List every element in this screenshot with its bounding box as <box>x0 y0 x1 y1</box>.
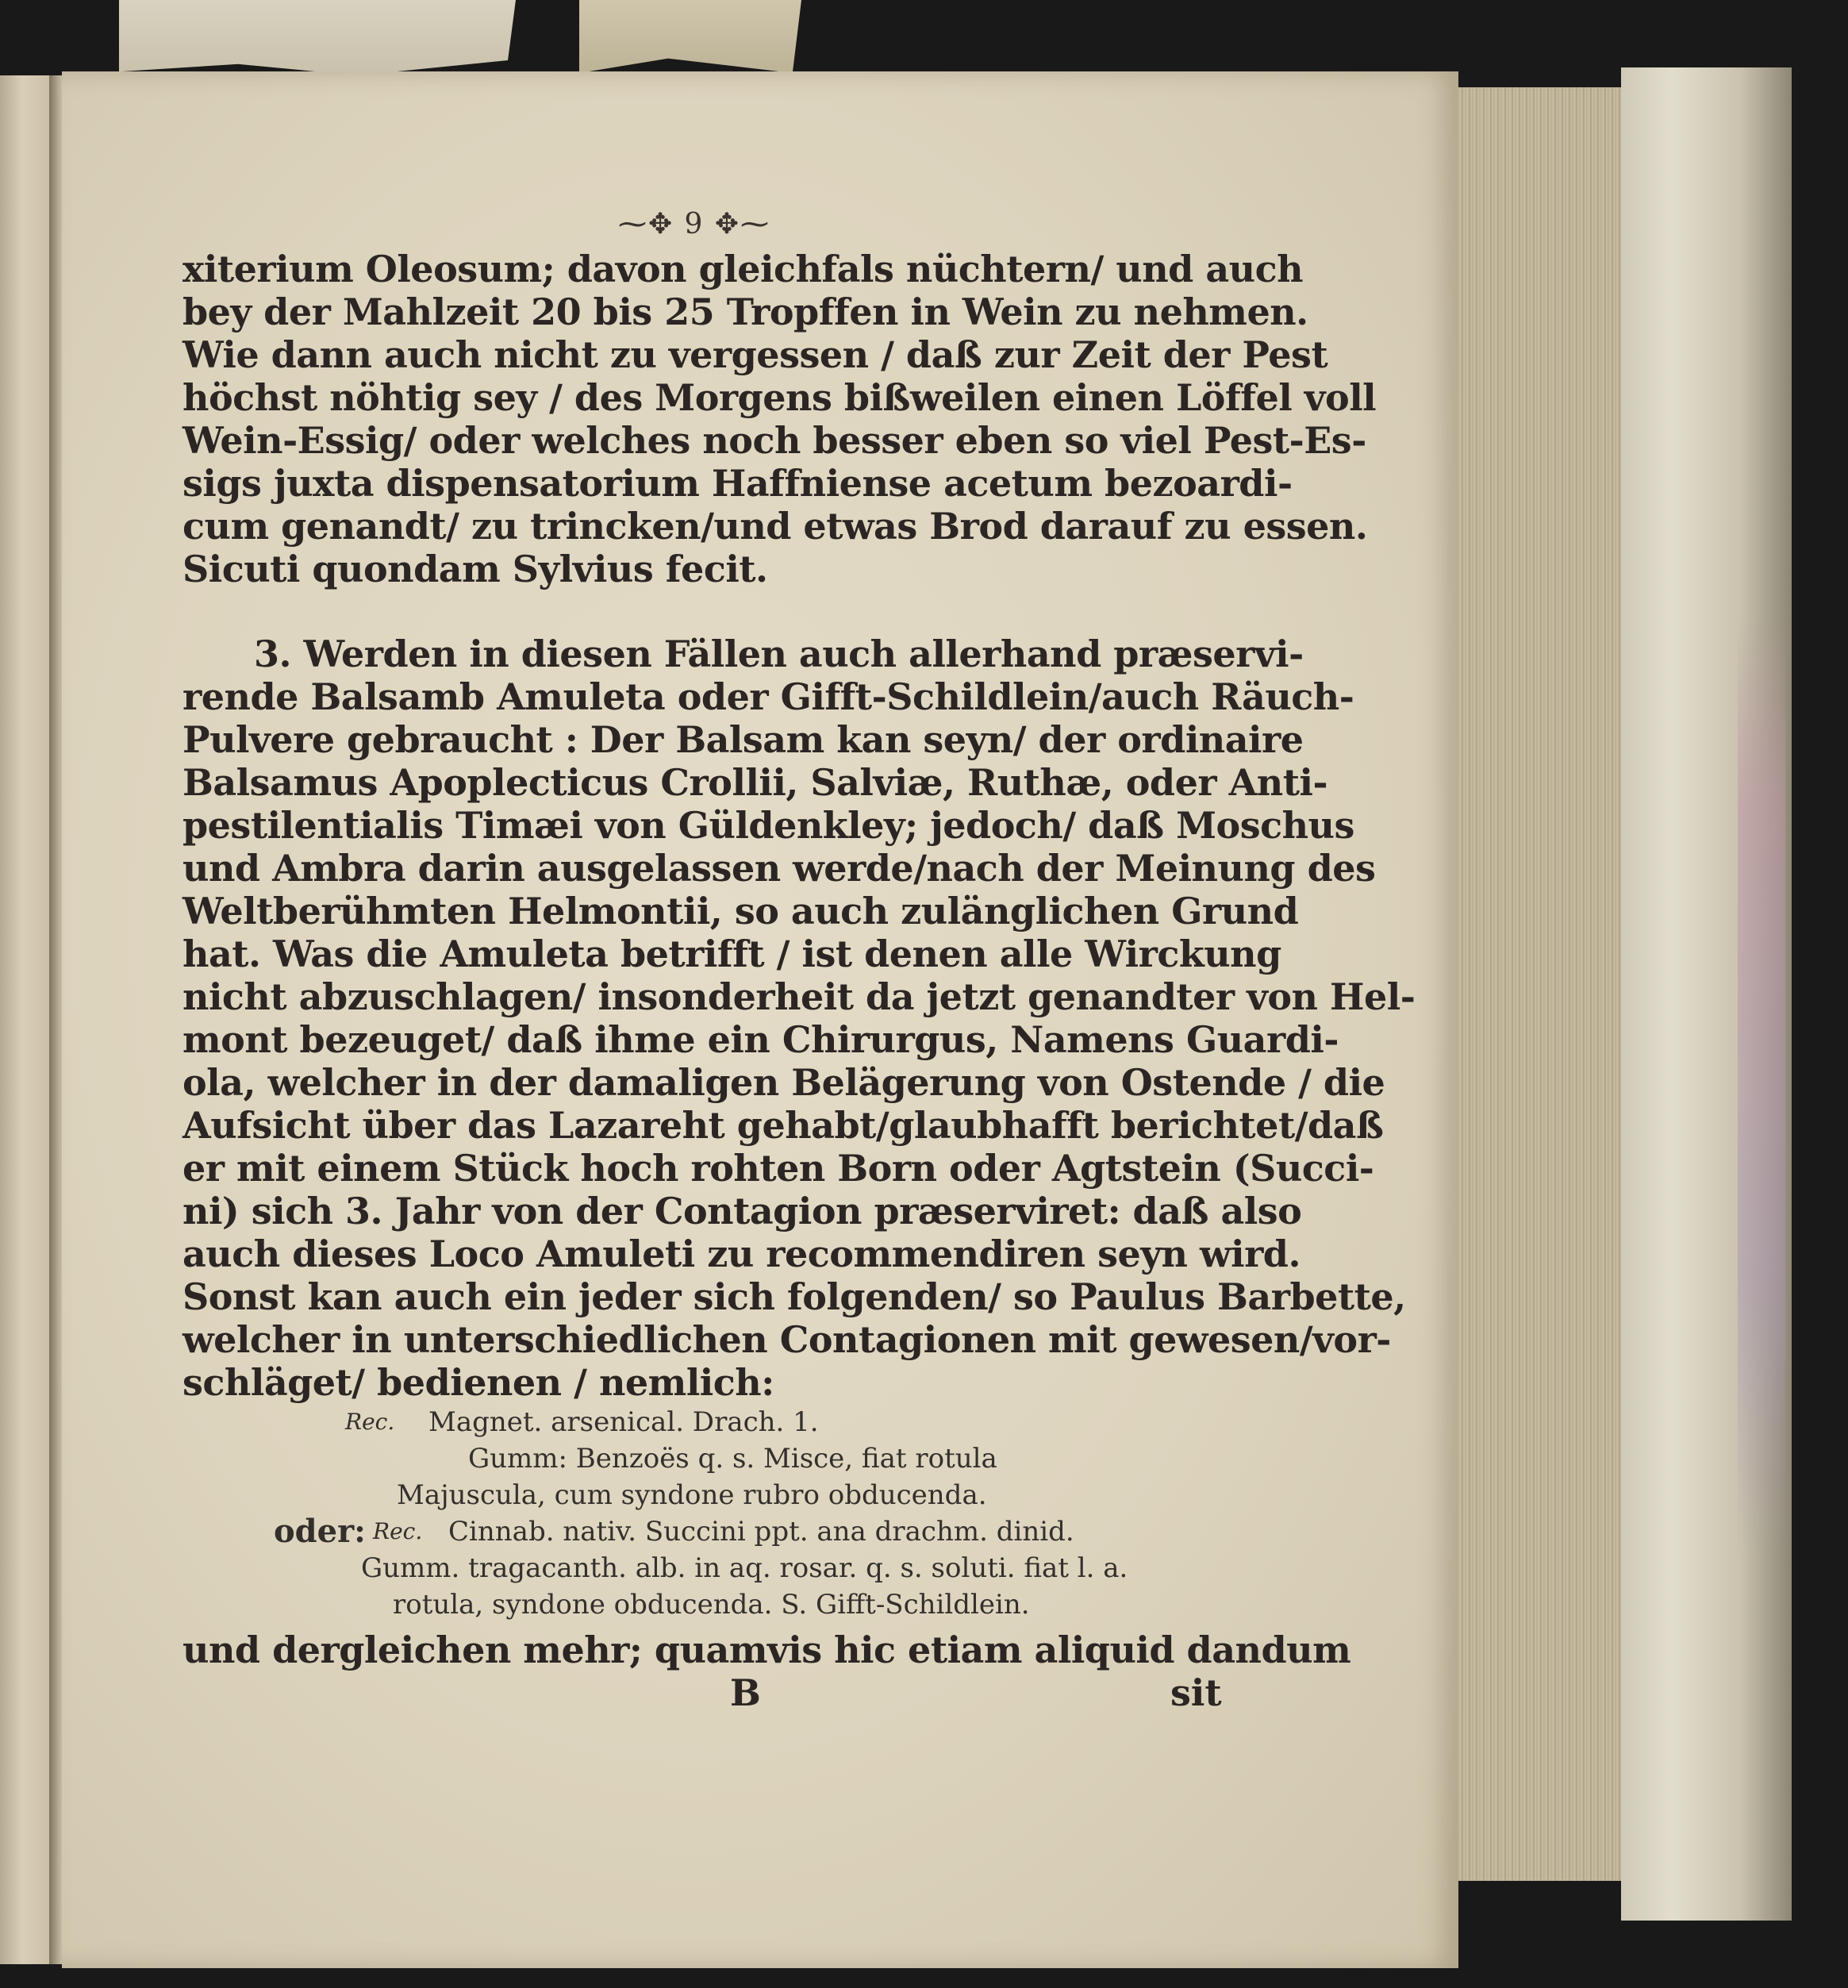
final-line-block <box>182 1628 1351 1714</box>
text-line: hat. Was die Amuleta betrifft / ist denen alle Wirckung <box>182 932 1281 975</box>
text-line: Aufsicht über das Lazareht gehabt/glaubhafft berichtet/daß <box>182 1104 1384 1147</box>
recipe-prefix: Rec. <box>373 1518 423 1544</box>
cover-discoloration <box>1738 619 1785 1555</box>
text-line: cum genandt/ zu trincken/und etwas Brod darauf zu essen. <box>182 505 1368 548</box>
text-line: rende Balsamb Amuleta oder Gifft-Schildlein/auch Räuch- <box>182 675 1354 718</box>
page-block-edges <box>1458 87 1621 1881</box>
text-line: Wie dann auch nicht zu vergessen / daß zur Zeit der Pest <box>182 333 1328 376</box>
text-line: Sicuti quondam Sylvius fecit. <box>182 548 768 590</box>
text-line: ola, welcher in der damaligen Belägerung von Ostende / die <box>182 1061 1385 1104</box>
text-line: auch dieses Loco Amuleti zu recommendiren seyn wird. <box>182 1232 1301 1275</box>
text-line: Weltberühmten Helmontii, so auch zulänglichen Grund <box>182 890 1299 932</box>
recipe-line: Magnet. arsenical. Drach. 1. <box>428 1406 819 1438</box>
paragraph-1 <box>182 248 1377 590</box>
text-line: er mit einem Stück hoch rohten Born oder Agtstein (Succi- <box>182 1147 1374 1190</box>
page-number: ⁓✥ 9 ✥⁓ <box>617 208 771 240</box>
text-line: Pulvere gebraucht : Der Balsam kan seyn/ der ordinaire <box>182 718 1304 761</box>
recipe-line: Gumm: Benzoës q. s. Misce, fiat rotula <box>468 1443 997 1475</box>
text-line: und dergleichen mehr; quamvis hic etiam aliquid dandum <box>182 1628 1351 1671</box>
text-line: bey der Mahlzeit 20 bis 25 Tropffen in Wein zu nehmen. <box>182 290 1308 333</box>
text-line: ni) sich 3. Jahr von der Contagion præserviret: daß also <box>182 1190 1302 1232</box>
text-line: 3. Werden in diesen Fällen auch allerhand præservi- <box>254 633 1304 675</box>
text-line: mont bezeuget/ daß ihme ein Chirurgus, Namens Guardi- <box>182 1018 1339 1061</box>
recipe-line: Cinnab. nativ. Succini ppt. ana drachm. dinid. <box>448 1516 1074 1548</box>
recipe-line: Majuscula, cum syndone rubro obducenda. <box>397 1479 987 1511</box>
text-line: Sonst kan auch ein jeder sich folgenden/ so Paulus Barbette, <box>182 1275 1406 1318</box>
text-line: und Ambra darin ausgelassen werde/nach der Meinung des <box>182 847 1376 890</box>
paragraph-2 <box>182 633 1416 1404</box>
recipe-line: rotula, syndone obducenda. S. Gifft-Schildlein. <box>393 1589 1030 1621</box>
torn-tab-left <box>119 0 516 75</box>
text-line: sigs juxta dispensatorium Haffniense acetum bezoardi- <box>182 462 1293 505</box>
text-line: Balsamus Apoplecticus Crollii, Salviæ, Ruthæ, oder Anti- <box>182 761 1328 804</box>
text-line: schläget/ bedienen / nemlich: <box>182 1361 774 1404</box>
text-line: höchst nöhtig sey / des Morgens bißweilen einen Löffel voll <box>182 376 1377 419</box>
text-line: pestilentialis Timæi von Güldenkley; jedoch/ daß Moschus <box>182 804 1354 847</box>
recipe-line: Gumm. tragacanth. alb. in aq. rosar. q. s. soluti. fiat l. a. <box>361 1552 1128 1584</box>
recipe-oder: oder: <box>274 1513 366 1550</box>
text-line: Wein-Essig/ oder welches noch besser eben so viel Pest-Es- <box>182 419 1366 462</box>
text-line: xiterium Oleosum; davon gleichfals nüchtern/ und auch <box>182 248 1304 290</box>
recipe-prefix: Rec. <box>345 1409 395 1435</box>
text-line: welcher in unterschiedlichen Contagionen mit gewesen/vor- <box>182 1318 1391 1361</box>
catchword: sit <box>1170 1671 1222 1714</box>
previous-page-edge <box>0 75 56 1964</box>
text-line: nicht abzuschlagen/ insonderheit da jetzt genandter von Hel- <box>182 975 1416 1018</box>
signature-mark: B <box>730 1671 761 1714</box>
